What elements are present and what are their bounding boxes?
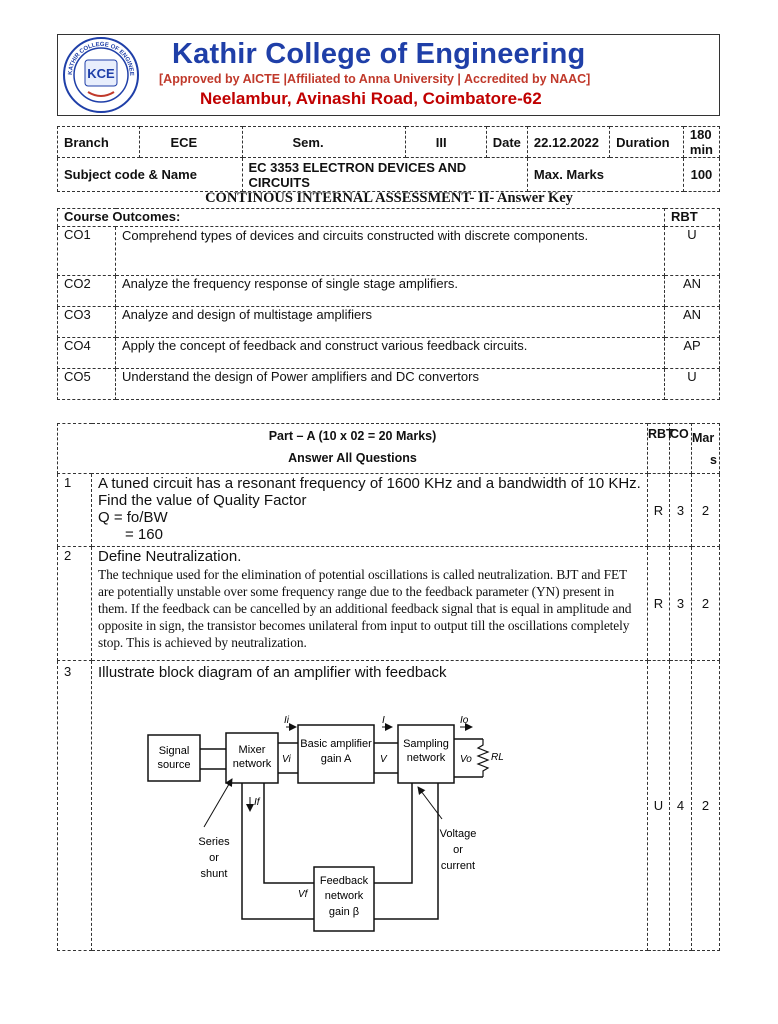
sem-value: III [405, 127, 486, 158]
part-a-title: Part – A (10 x 02 = 20 Marks) [268, 429, 437, 443]
question-text: Define Neutralization. [98, 548, 242, 565]
outcome-text: Understand the design of Power amplifiers and DC convertors [116, 369, 665, 400]
logo-abbr: KCE [87, 66, 115, 81]
signal-source-label-2: source [157, 759, 191, 771]
max-marks-value: 100 [683, 158, 719, 192]
date-label: Date [486, 127, 527, 158]
series-shunt-label-2: or [209, 852, 219, 864]
part-a-table [57, 423, 720, 951]
outcomes-header: Course Outcomes: [58, 209, 665, 227]
series-shunt-label-3: shunt [200, 868, 228, 880]
outcome-row [58, 338, 720, 369]
mixer-label-2: network [232, 758, 272, 770]
outcomes-rbt-header: RBT [665, 209, 720, 227]
feedback-label-1: Feedback [319, 875, 369, 887]
part-a-heading [58, 424, 648, 474]
basic-amp-label-1: Basic amplifier [300, 738, 372, 750]
question-co: 3 [670, 547, 692, 661]
assessment-title: CONTINOUS INTERNAL ASSESSMENT- II- Answer Key [205, 190, 573, 206]
outcome-rbt: AN [665, 307, 720, 338]
question-number: 2 [58, 547, 92, 661]
voltage-current-label-3: current [440, 860, 476, 872]
question-co: 4 [670, 661, 692, 951]
outcome-code: CO1 [58, 227, 116, 276]
voltage-current-label-1: Voltage [439, 828, 477, 840]
college-address: Neelambur, Avinashi Road, Coimbatore-62 [200, 89, 542, 108]
feedback-label-2: network [324, 890, 364, 902]
part-a-subtitle: Answer All Questions [288, 451, 417, 465]
outcome-text: Comprehend types of devices and circuits constructed with discrete components. [116, 227, 665, 276]
outcome-code: CO4 [58, 338, 116, 369]
label-i: I [382, 715, 385, 726]
col-marks-header-line2: s [710, 453, 717, 467]
outcome-code: CO3 [58, 307, 116, 338]
question-text: Illustrate block diagram of an amplifier with feedback [98, 664, 447, 681]
outcome-row [58, 369, 720, 400]
outcome-rbt: U [665, 227, 720, 276]
sampling-label-1: Sampling [403, 738, 449, 750]
outcome-text: Analyze and design of multistage amplifiers [116, 307, 665, 338]
label-v: V [380, 754, 387, 765]
question-text: A tuned circuit has a resonant frequency of 1600 KHz and a bandwidth of 10 KHz. Find the value of Quality Factor [98, 475, 641, 509]
outcome-rbt: U [665, 369, 720, 400]
label-io: Io [460, 715, 469, 726]
signal-source-block [148, 735, 200, 781]
question-number: 1 [58, 474, 92, 547]
branch-label: Branch [58, 127, 140, 158]
question-body [92, 474, 648, 547]
question-marks: 2 [692, 661, 720, 951]
series-shunt-label-1: Series [198, 836, 230, 848]
outcome-row [58, 227, 720, 276]
basic-amp-label-2: gain A [320, 753, 352, 765]
question-body [92, 661, 648, 951]
duration-value: 180 min [683, 127, 719, 158]
mixer-label-1: Mixer [238, 744, 266, 756]
question-row [58, 547, 720, 661]
question-number: 3 [58, 661, 92, 951]
label-if: If [254, 797, 260, 808]
outcome-code: CO2 [58, 276, 116, 307]
subject-value: EC 3353 ELECTRON DEVICES AND CIRCUITS [242, 158, 527, 192]
max-marks-label: Max. Marks [527, 158, 683, 192]
question-marks: 2 [692, 547, 720, 661]
question-row [58, 661, 720, 951]
logo-ring-text: KATHIR COLLEGE OF ENGINEE [67, 41, 135, 76]
question-row [58, 474, 720, 547]
question-rbt: R [648, 547, 670, 661]
feedback-label-3: gain β [328, 906, 360, 918]
outcome-rbt: AP [665, 338, 720, 369]
college-name: Kathir College of Engineering [172, 38, 586, 70]
col-marks-header-line1: Mar [692, 431, 715, 445]
approval-text: [Approved by AICTE |Affiliated to Anna University | Accredited by NAAC] [159, 72, 591, 86]
outcome-text: Apply the concept of feedback and construct various feedback circuits. [116, 338, 665, 369]
outcome-code: CO5 [58, 369, 116, 400]
outcome-row [58, 307, 720, 338]
question-co: 3 [670, 474, 692, 547]
label-rl: RL [491, 752, 504, 763]
answer-line1: Q = fo/BW [98, 509, 168, 526]
answer-text: The technique used for the elimination of potential oscillations is called neutralization. BJT and FET are potentially unstable over some frequency range due to the feedback parameter (YN) present in them. If the feedback can be cancelled by an additional feedback signal that is equal in amplitude and opposite in sign, the transistor becomes unilateral from input to output till the oscillations completely stop. This is achieved by neutralization. [98, 567, 632, 650]
outcome-row [58, 276, 720, 307]
course-outcomes-table [57, 208, 720, 400]
col-marks-header [692, 424, 720, 474]
outcome-text: Analyze the frequency response of single stage amplifiers. [116, 276, 665, 307]
sem-label: Sem. [242, 127, 405, 158]
question-rbt: R [648, 474, 670, 547]
answer-formula [98, 509, 641, 526]
sampling-label-2: network [406, 752, 446, 764]
question-body [92, 547, 648, 661]
college-logo-emblem [62, 36, 140, 114]
col-rbt-header: RBT [648, 424, 670, 474]
question-rbt: U [648, 661, 670, 951]
label-vf: Vf [298, 889, 308, 900]
signal-source-label-1: Signal [158, 745, 190, 757]
duration-label: Duration [610, 127, 684, 158]
outcome-rbt: AN [665, 276, 720, 307]
college-logo [62, 36, 140, 114]
feedback-block-diagram [138, 687, 538, 942]
label-ii: Ii [284, 715, 289, 726]
question-marks: 2 [692, 474, 720, 547]
voltage-current-label-2: or [453, 844, 463, 856]
subject-label: Subject code & Name [58, 158, 243, 192]
label-vo: Vo [460, 754, 472, 765]
answer-result: = 160 [125, 526, 163, 543]
label-vi: Vi [282, 754, 291, 765]
col-co-header: CO [670, 424, 692, 474]
date-value: 22.12.2022 [527, 127, 609, 158]
branch-value: ECE [140, 127, 242, 158]
exam-info-table [57, 126, 720, 192]
